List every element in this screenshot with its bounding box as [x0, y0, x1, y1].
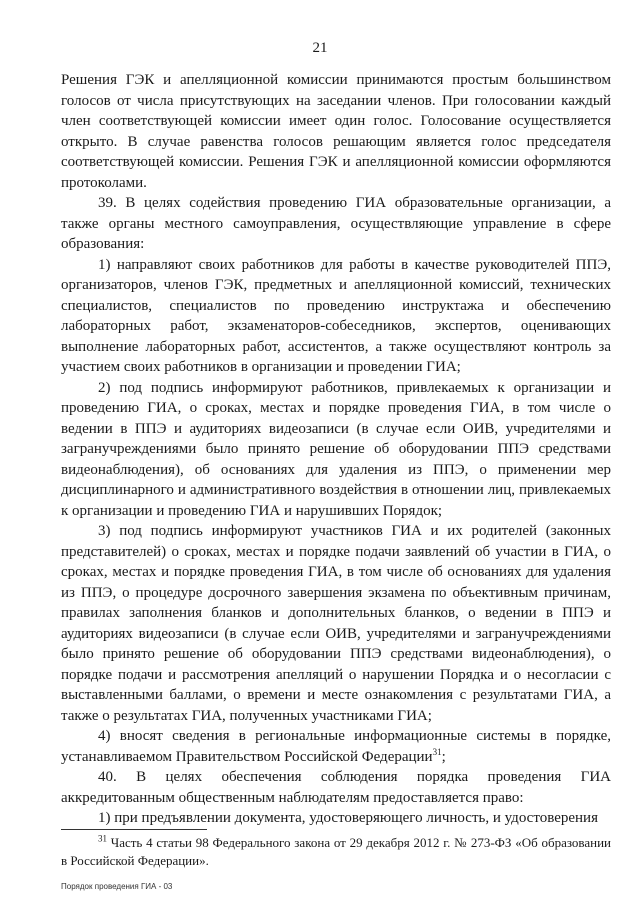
list-item: 2) под подпись информируют работников, привлекаемых к организации и проведению ГИА, о сроках, местах и порядке проведения ГИА, в том числе о ведении в ППЭ и аудиториях видеозаписи (в случае если ОИВ, учредителями и загранучреждениями было принято решение об оборудовании ППЭ средствами видеонаблюдения), об основаниях для удаления из ППЭ, о применении мер дисциплинарного и административного воздействия в отношении лиц, привлекаемых к организации и проведению ГИА и нарушивших Порядок;: [61, 379, 611, 519]
footnote-text: Часть 4 статьи 98 Федерального закона от 29 декабря 2012 г. № 273-ФЗ «Об образовании в Российской Федерации».: [61, 835, 612, 868]
paragraph: 40. В целях обеспечения соблюдения порядка проведения ГИА аккредитованным общественным наблюдателям предоставляется право:: [61, 769, 611, 806]
list-item: [61, 726, 611, 767]
footnote-number: 31: [98, 833, 107, 844]
footnote-reference: 31: [432, 746, 442, 757]
paragraph: 39. В целях содействия проведению ГИА образовательные организации, а также органы местного самоуправления, осуществляющие управление в сфере образования:: [61, 195, 611, 252]
page-number: 21: [312, 40, 328, 56]
paragraph: Решения ГЭК и апелляционной комиссии принимаются простым большинством голосов от числа присутствующих на заседании членов. При голосовании каждый член соответствующей комиссии имеет один голос. Голосование осуществляется открыто. В случае равенства голосов решающим является голос председателя соответствующей комиссии. Решения ГЭК и апелляционной комиссии оформляются протоколами.: [61, 72, 611, 191]
footnote: [61, 834, 611, 870]
list-item: 3) под подпись информируют участников ГИА и их родителей (законных представителей) о сроках, местах и порядке подачи заявлений об участии в ГИА, о сроках, местах и порядке проведения ГИА, в том числе об основаниях для удаления из ППЭ, о процедуре досрочного завершения экзамена по объективным причинам, правилах заполнения бланков и дополнительных бланков, о ведении в ППЭ и аудиториях видеозаписи (в случае если ОИВ, учредителями и загранучреждениями было принято решение об оборудовании ППЭ средствами видеонаблюдения), о порядке подачи и рассмотрения апелляций о нарушении Порядка и о несогласии с выставленными баллами, о времени и месте ознакомления с результатами ГИА, а также о результатах ГИА, полученных участниками ГИА;: [61, 523, 611, 724]
page-footer: Порядок проведения ГИА - 03: [61, 882, 173, 891]
list-item: 1) при предъявлении документа, удостоверяющего личность, и удостоверения: [98, 810, 598, 826]
list-item: 1) направляют своих работников для работы в качестве руководителей ППЭ, организаторов, членов ГЭК, предметных и апелляционной комиссий, технических специалистов, специалистов по проведению инструктажа и обеспечению лабораторных работ, экзаменаторов-собеседников, экспертов, оценивающих выполнение лабораторных работ, ассистентов, а также осуществляют контроль за участием своих работников в организации и проведении ГИА;: [61, 256, 611, 375]
paragraph-text: 4) вносят сведения в региональные информационные системы в порядке, устанавливаемом Правительством Российской Федерации: [61, 728, 611, 765]
footnote-separator: [61, 829, 207, 830]
paragraph-end: ;: [441, 748, 446, 765]
document-body: [61, 70, 611, 829]
